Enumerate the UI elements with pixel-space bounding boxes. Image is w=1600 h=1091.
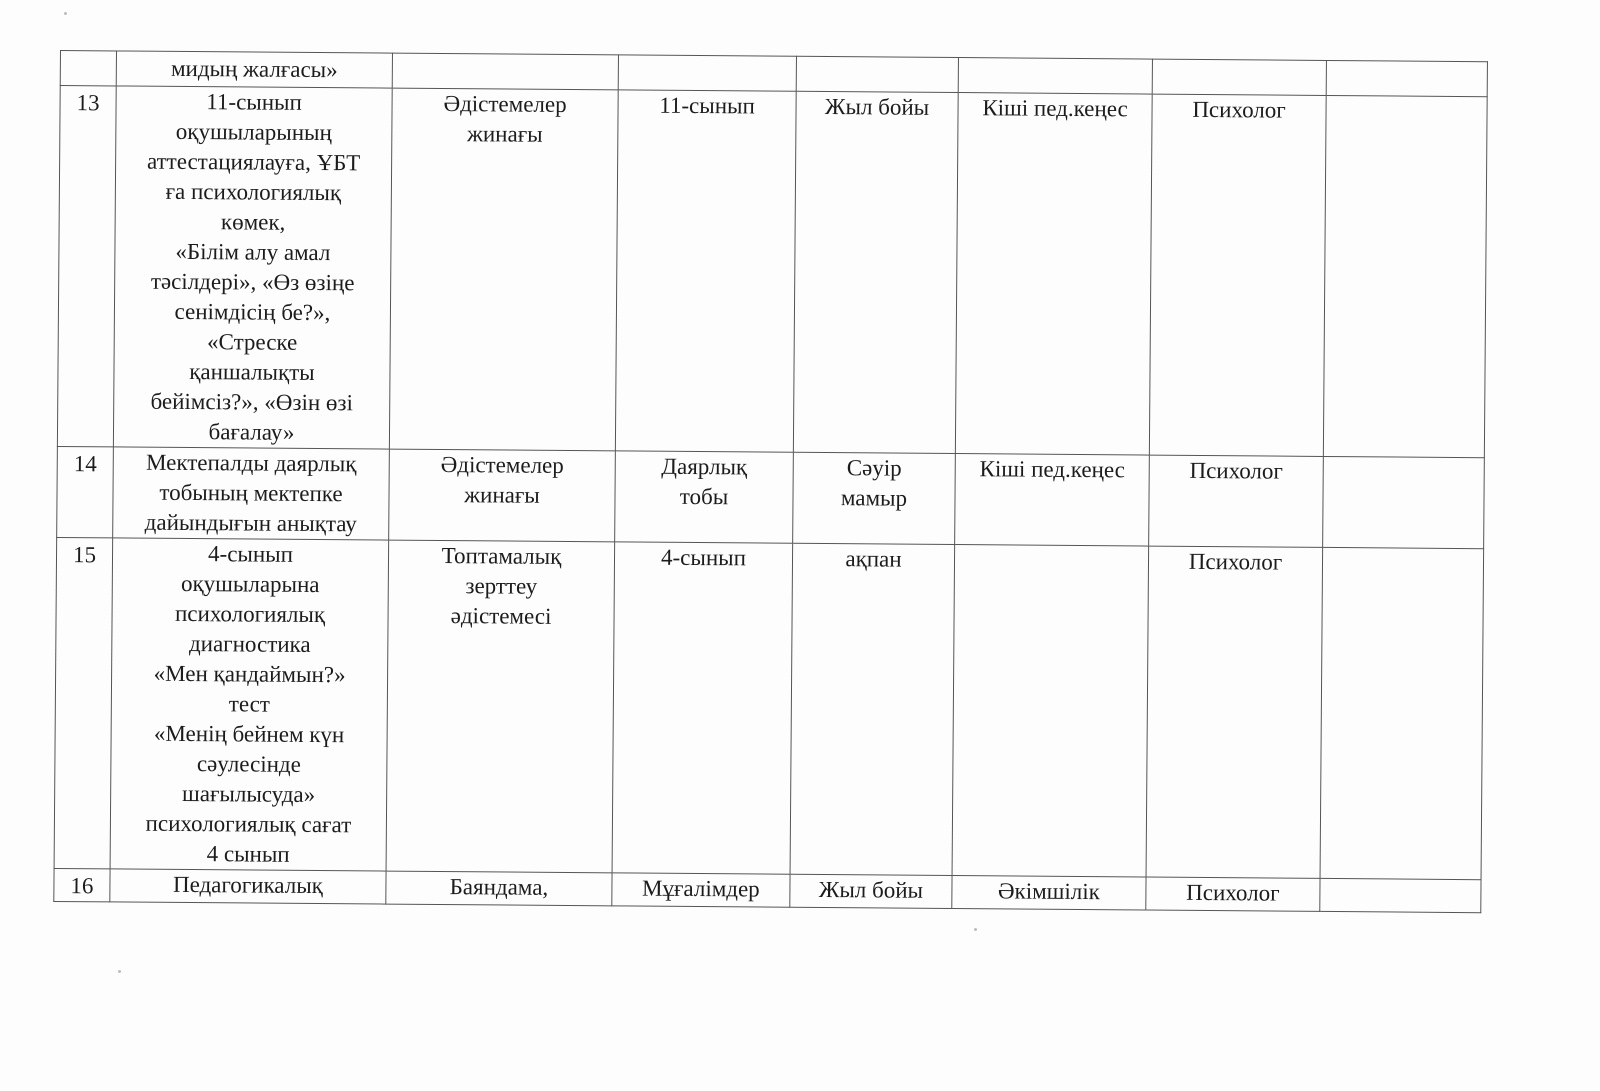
cell-num (60, 51, 116, 86)
report-line: Кіші пед.кеңес (982, 95, 1128, 122)
cell-event (113, 86, 392, 449)
participants-line: Даярлық (661, 453, 748, 480)
responsible-text: Психолог (1188, 548, 1283, 575)
scan-speck (118, 970, 121, 973)
event-line: тест (228, 691, 271, 717)
cell-responsible (1149, 455, 1324, 547)
time-line: Жыл бойы (818, 876, 924, 903)
report-line: Әкімшілік (997, 878, 1100, 905)
cell-participants (615, 451, 794, 543)
cell-time (796, 56, 958, 92)
table-row (54, 537, 1484, 879)
event-line: оқушыларының (175, 118, 332, 146)
time-line: Жыл бойы (824, 94, 930, 120)
event-line: «Білім алу амал (175, 238, 331, 266)
cell-event (110, 869, 386, 904)
cell-time (790, 874, 952, 908)
event-line: бейімсіз?», «Өзін өзі (150, 388, 354, 416)
cell-note (1320, 878, 1481, 912)
cell-note (1326, 60, 1487, 96)
event-line: бағалау» (208, 419, 295, 445)
event-line: қаншалықты (189, 359, 315, 386)
cell-num: 15 (54, 537, 113, 868)
event-line: психологиялық (174, 600, 326, 628)
event-line: аттестациялауға, ҰБТ (146, 148, 361, 176)
event-line: 11-сынып (206, 89, 302, 115)
table-row (57, 86, 1487, 458)
event-text: мидың жалғасы» (170, 55, 338, 83)
time-line: Сәуір (846, 455, 902, 481)
method-line: жинағы (464, 482, 540, 508)
cell-report (952, 545, 1149, 878)
participants-line: тобы (679, 483, 729, 510)
event-line: ға психологиялық (165, 178, 342, 206)
event-line: «Мен қандаймын?» (153, 660, 346, 688)
event-line: көмек, (220, 209, 286, 235)
participants-line: 11-сынып (659, 92, 755, 119)
cell-time (793, 91, 958, 453)
cell-method (386, 540, 615, 873)
cell-event (113, 447, 390, 540)
cell-num: 13 (57, 86, 116, 447)
cell-participants (612, 873, 790, 907)
cell-report (955, 454, 1150, 547)
event-line: Педагогикалық (172, 871, 323, 899)
event-line: 4-сынып (207, 541, 294, 567)
event-line: шағылысуда» (182, 780, 316, 808)
event-line: диагностика (188, 631, 311, 657)
cell-num: 14 (57, 446, 114, 537)
cell-report (955, 93, 1152, 456)
method-line: Топтамалық (441, 543, 562, 569)
responsible-text: Психолог (1192, 96, 1286, 123)
event-line: дайындығын анықтау (144, 509, 357, 537)
cell-num: 16 (54, 868, 110, 901)
participants-line: Мұғалімдер (642, 875, 760, 902)
cell-responsible (1152, 59, 1326, 95)
method-line: Әдістемелер (440, 452, 564, 478)
cell-note (1320, 547, 1484, 879)
cell-event (116, 51, 392, 88)
event-line: сәулесінде (196, 751, 301, 777)
cell-participants (615, 90, 796, 452)
event-line: тобының мектепке (159, 479, 343, 507)
cell-report (952, 876, 1146, 911)
work-plan-table (53, 50, 1488, 913)
responsible-text: Психолог (1186, 879, 1280, 906)
table-row (57, 446, 1485, 548)
cell-responsible (1146, 877, 1320, 911)
cell-method (389, 449, 616, 542)
cell-method (386, 871, 612, 906)
cell-time (790, 543, 955, 875)
event-line: оқушыларына (180, 570, 320, 598)
scan-speck (64, 12, 67, 15)
cell-note (1323, 95, 1487, 457)
method-line: зерттеу (465, 573, 538, 599)
event-line: 4 сынып (206, 841, 290, 867)
cell-method (392, 53, 618, 90)
cell-time (793, 452, 956, 544)
method-line: жинағы (466, 121, 543, 147)
event-line: «Менің бейнем күн (153, 720, 345, 748)
time-line: мамыр (840, 485, 908, 511)
cell-responsible (1146, 546, 1323, 878)
event-line: Мектепалды даярлық (145, 449, 357, 477)
method-line: Баяндама, (449, 874, 549, 900)
cell-report (958, 58, 1152, 95)
scan-speck (974, 928, 977, 931)
cell-note (1323, 456, 1485, 548)
report-line: Кіші пед.кеңес (979, 456, 1126, 483)
method-line: Әдістемелер (443, 91, 567, 117)
cell-participants (612, 542, 793, 874)
participants-line: 4-сынып (660, 544, 747, 571)
event-line: «Стреске (207, 329, 298, 355)
event-line: тәсілдері», «Өз өзіңе (150, 268, 355, 296)
method-line: әдістемесі (450, 603, 552, 629)
event-line: сенімдісің бе?», (174, 298, 331, 326)
cell-responsible (1149, 94, 1326, 456)
time-line: ақпан (845, 546, 902, 572)
cell-event (110, 538, 389, 871)
responsible-text: Психолог (1189, 457, 1284, 484)
event-line: психологиялық сағат (145, 810, 352, 838)
cell-participants (618, 55, 796, 91)
cell-method (389, 88, 618, 451)
